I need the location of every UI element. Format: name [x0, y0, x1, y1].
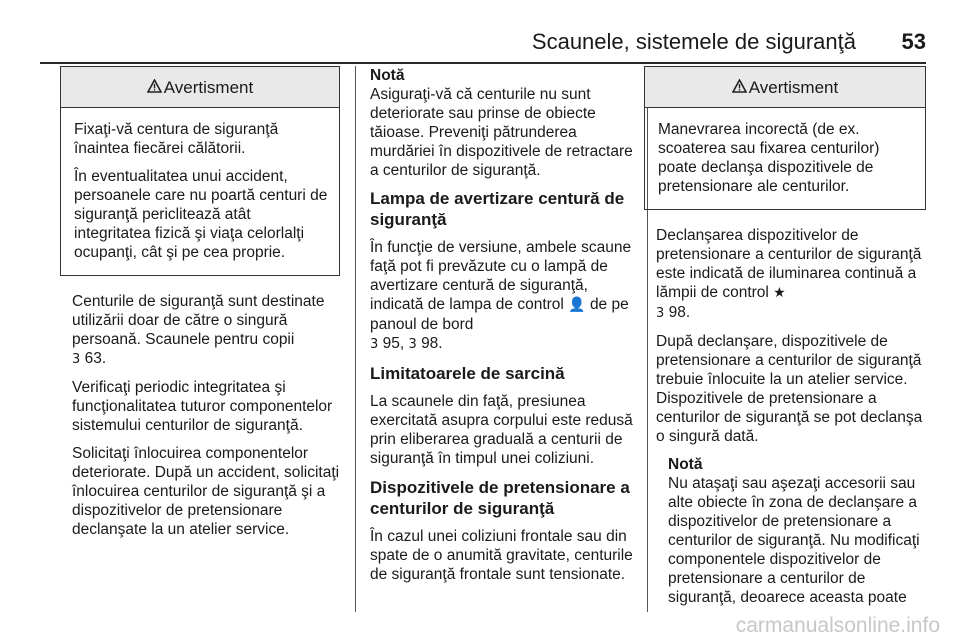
paragraph: În cazul unei coliziuni frontale sau din spate de o anumită gravitate, centurile de siguranţă frontale sunt tensionate.	[370, 528, 633, 583]
warning-text: Manevrarea incorectă (de ex. scoaterea sau fixarea centurilor) poate declanşa dispozitivele de pretensionare ale centurilor.	[658, 121, 880, 195]
column-3	[656, 66, 926, 615]
note-text: Nu ataşaţi sau aşezaţi accesorii sau alte obiecte în zona de declanşare a dispozitivelor de pretensionare a centurilor de siguranţă. Nu modificaţi componentele dispozitivelor de pretensionare a centurilor de siguranţă, deoarece aceasta poate	[668, 475, 920, 606]
seatbelt-icon: 👤	[568, 297, 586, 313]
column-divider	[355, 66, 356, 612]
page-reference-link[interactable]: 63.	[84, 350, 107, 367]
page-reference-link[interactable]: 98.	[421, 335, 443, 352]
note-title: Notă	[668, 456, 703, 473]
watermark: carmanualsonline.info	[735, 614, 940, 637]
paragraph: Solicitaţi înlocuirea componentelor deteriorate. După un accident, solicitaţi înlocuirea centurilor de siguranţă şi a dispozitivelor de pretensionare declanşate la un atelier service.	[72, 445, 340, 538]
warning-label: Avertisment	[748, 77, 839, 97]
section-heading: Dispozitivele de pretensionare a centurilor de siguranţă	[370, 478, 630, 518]
paragraph: Declanşarea dispozitivelor de pretensionare a centurilor de siguranţă este indicată de iluminarea continuă a lămpii de control ★ 3 98.	[656, 227, 922, 321]
warning-box	[644, 66, 926, 210]
section-heading: Lampa de avertizare centură de siguranţă	[370, 189, 625, 229]
page-title: Scaunele, sistemele de siguranţă	[531, 29, 856, 54]
warning-triangle-icon	[147, 78, 162, 97]
pretensioner-icon: ★	[773, 285, 786, 301]
warning-label: Avertisment	[163, 77, 254, 97]
page-reference-link[interactable]: 98.	[668, 304, 691, 321]
note-block	[668, 455, 926, 607]
warning-box	[60, 66, 340, 276]
paragraph: Verificaţi periodic integritatea şi funcţionalitatea tuturor componentelor sistemului centurilor de siguranţă.	[72, 379, 333, 434]
warning-text: În eventualitatea unui accident, persoanele care nu poartă centuri de siguranţă periclitează atât integritatea fizică şi viaţa celorlalţi ocupanţi, cât şi pe cea proprie.	[74, 168, 328, 261]
page-reference-link[interactable]: 95,	[382, 335, 405, 352]
column-1	[72, 66, 340, 548]
page-header	[40, 22, 926, 64]
column-2	[370, 66, 636, 593]
paragraph: În funcţie de versiune, ambele scaune faţă pot fi prevăzute cu o lampă de avertizare centură de siguranţă, indicată de lampa de control 👤 de pe panoul de bord 3 95, 3 98.	[370, 239, 632, 352]
warning-triangle-icon	[732, 78, 747, 97]
warning-header	[645, 67, 925, 108]
page-number: 53	[901, 29, 926, 54]
paragraph: Centurile de siguranţă sunt destinate utilizării doar de către o singură persoană. Scaunele pentru copii 3 63.	[72, 293, 325, 367]
note-block	[370, 66, 636, 180]
note-text: Asiguraţi-vă că centurile nu sunt deteriorate sau prinse de obiecte tăioase. Preveniţi pătrunderea murdăriei în dispozitivele de retractare a centurilor de siguranţă.	[370, 86, 633, 179]
warning-header	[61, 67, 339, 108]
cross-reference-icon: 3	[72, 352, 81, 367]
paragraph: După declanşare, dispozitivele de pretensionare a centurilor de siguranţă trebuie înlocuite la un atelier service. Dispozitivele de pretensionare a centurilor de siguranţă se pot declanşa o singură dată.	[656, 333, 923, 445]
cross-reference-icon: 3	[408, 337, 417, 352]
warning-text: Fixaţi-vă centura de siguranţă înaintea fiecărei călătorii.	[74, 121, 279, 157]
note-title: Notă	[370, 67, 405, 84]
section-heading: Limitatoarele de sarcină	[370, 364, 565, 383]
paragraph: La scaunele din faţă, presiunea exercitată asupra corpului este redusă prin eliberarea graduală a centurii de siguranţă în timpul unei coliziuni.	[370, 393, 633, 467]
cross-reference-icon: 3	[656, 306, 665, 321]
cross-reference-icon: 3	[370, 337, 379, 352]
